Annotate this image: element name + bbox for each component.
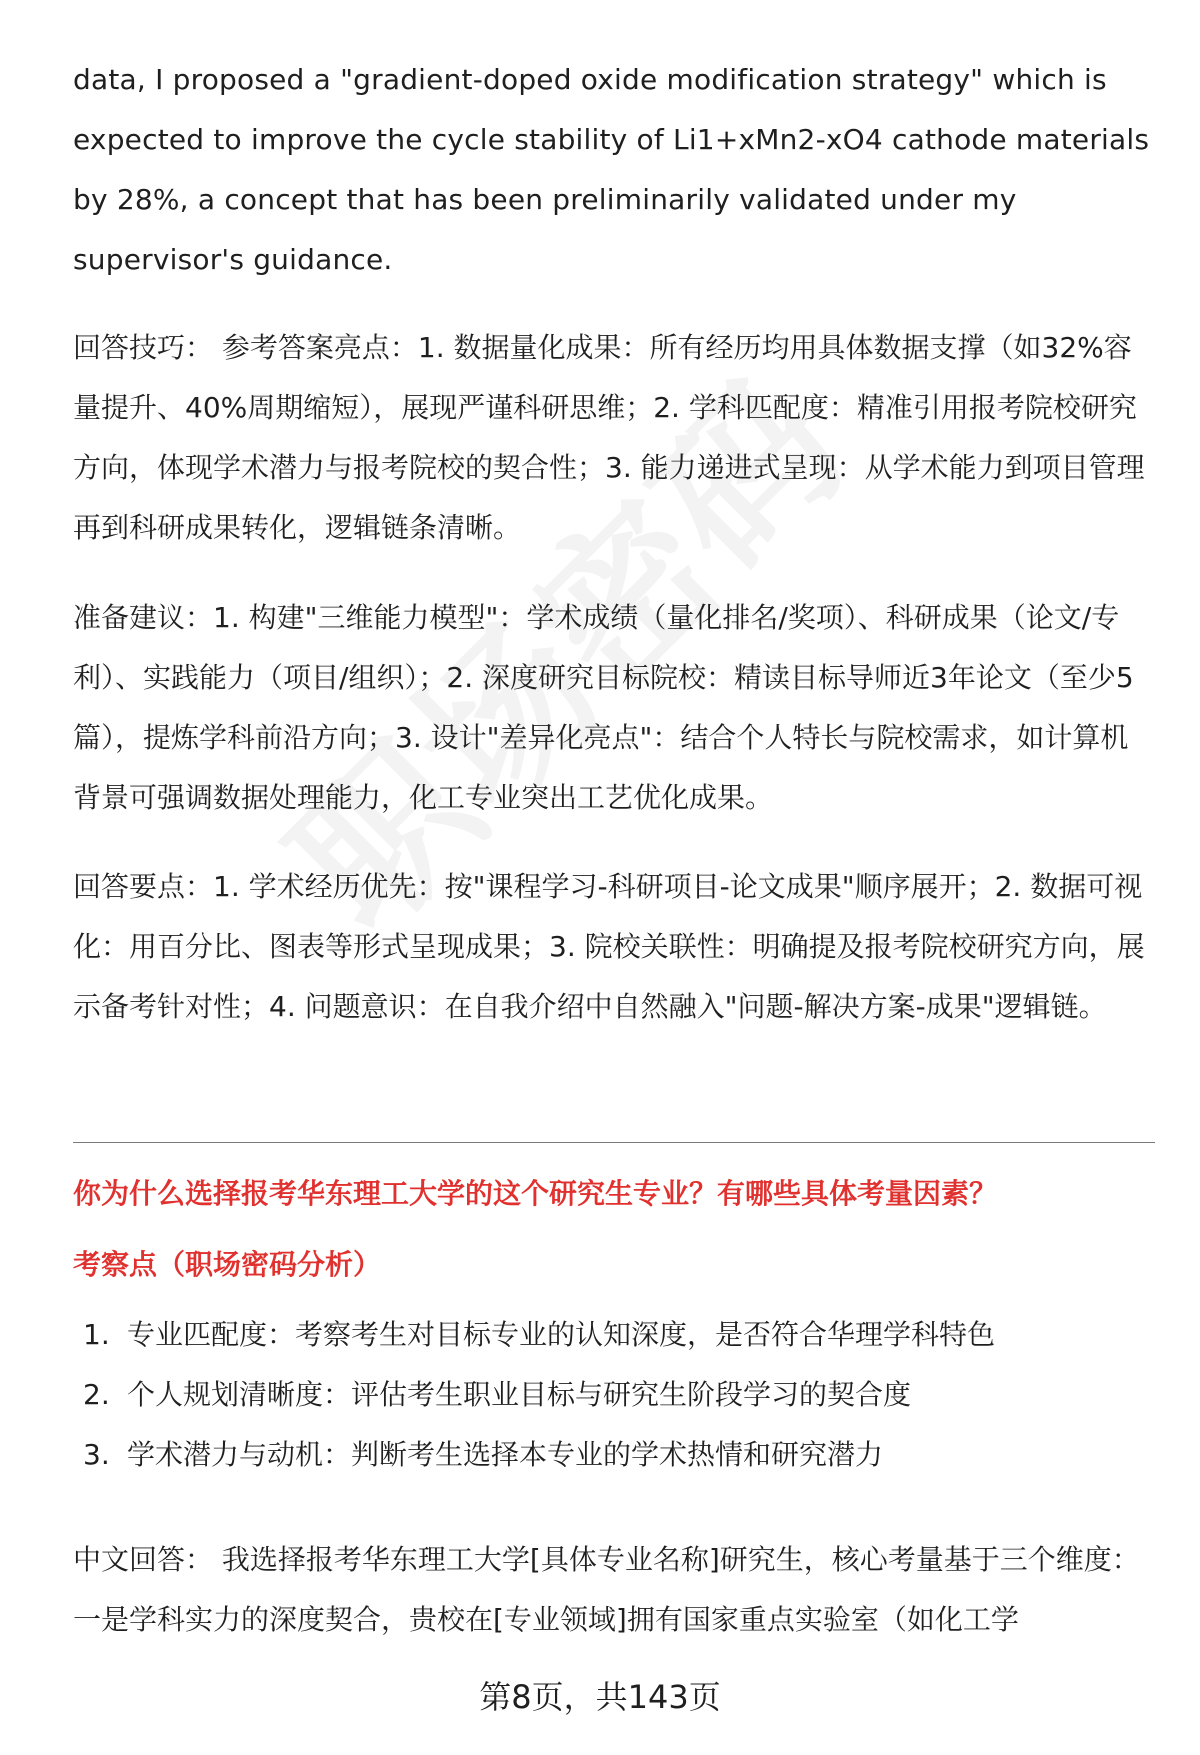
chinese-answer-paragraph: 中文回答： 我选择报考华东理工大学[具体专业名称]研究生，核心考量基于三个维度：一是学科实力的深度契合，贵校在[专业领域]拥有国家重点实验室（如化工学: [73, 1543, 1140, 1636]
answer-key-points-paragraph: 回答要点：1. 学术经历优先：按"课程学习-科研项目-论文成果"顺序展开；2. 数据可视化：用百分比、图表等形式呈现成果；3. 院校关联性：明确提及报考院校研究方向，展示备考针对性；4. 问题意识：在自我介绍中自然融入"问题-解决方案-成果"逻辑链。: [73, 870, 1145, 1023]
list-item: [83, 1365, 995, 1425]
list-item: [83, 1305, 995, 1365]
list-item-number: 3.: [83, 1438, 110, 1471]
list-item-number: 2.: [83, 1378, 110, 1411]
question-heading: 你为什么选择报考华东理工大学的这个研究生专业？有哪些具体考量因素？: [73, 1177, 998, 1210]
document-page: [73, 0, 1155, 1755]
page-footer: 第8页，共143页: [479, 1678, 721, 1716]
list-item-text: 个人规划清晰度：评估考生职业目标与研究生阶段学习的契合度: [127, 1378, 912, 1411]
assessment-points-list: [83, 1305, 995, 1485]
section-divider: [73, 1142, 1155, 1143]
list-item: [83, 1425, 995, 1485]
list-item-text: 学术潜力与动机：判断考生选择本专业的学术热情和研究潜力: [127, 1438, 884, 1471]
list-item-number: 1.: [83, 1318, 110, 1351]
list-item-text: 专业匹配度：考察考生对目标专业的认知深度，是否符合华理学科特色: [127, 1318, 996, 1351]
preparation-advice-paragraph: 准备建议：1. 构建"三维能力模型"：学术成绩（量化排名/奖项）、科研成果（论文/专利）、实践能力（项目/组织）；2. 深度研究目标院校：精读目标导师近3年论文（至少5篇），提炼学科前沿方向；3. 设计"差异化亮点"：结合个人特长与院校需求，如计算机背景可强调数据处理能力，化工专业突出工艺优化成果。: [73, 601, 1134, 814]
answer-tips-paragraph: 回答技巧： 参考答案亮点：1. 数据量化成果：所有经历均用具体数据支撑（如32%容量提升、40%周期缩短），展现严谨科研思维；2. 学科匹配度：精准引用报考院校研究方向，体现学术潜力与报考院校的契合性；3. 能力递进式呈现：从学术能力到项目管理再到科研成果转化，逻辑链条清晰。: [73, 331, 1145, 544]
english-paragraph: data, I proposed a "gradient-doped oxide modification strategy" which is expected to improve the cycle stability of Li1+xMn2-xO4 cathode materials by 28%, a concept that has been preliminarily validated under my supervisor's guidance.: [73, 63, 1150, 276]
assessment-points-heading: 考察点（职场密码分析）: [73, 1248, 382, 1281]
